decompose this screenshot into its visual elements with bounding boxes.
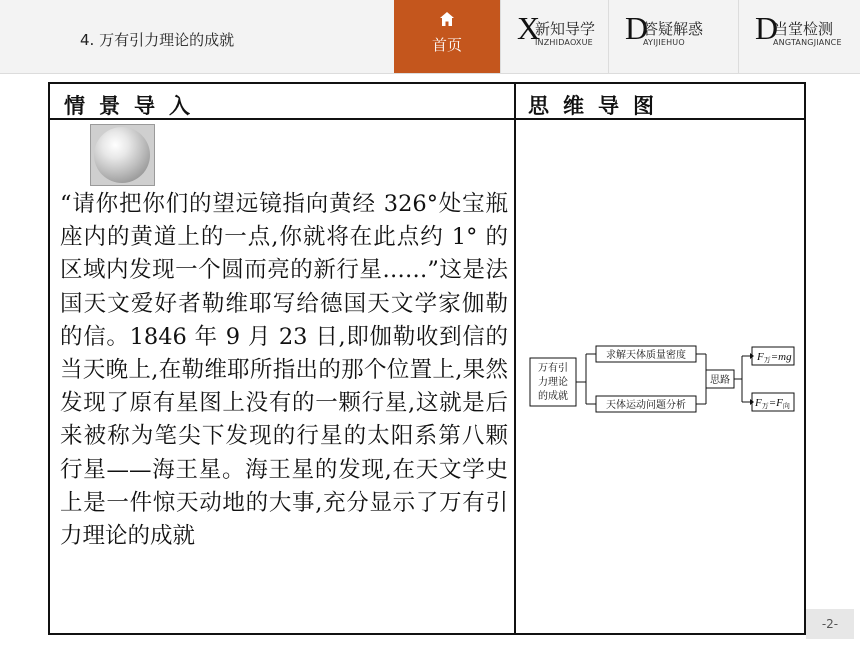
tab-label: 新知导学 xyxy=(535,20,596,38)
formula-eq: =F xyxy=(768,397,783,409)
home-icon xyxy=(440,12,454,26)
tab-dangtang-jiance[interactable] xyxy=(738,0,860,73)
formula-sub: 万 xyxy=(763,356,771,364)
tab-label: 答疑解惑 xyxy=(643,20,704,38)
mindmap-branch-bottom: 天体运动问题分析 xyxy=(606,400,686,411)
top-navigation-bar xyxy=(0,0,860,74)
home-button[interactable] xyxy=(394,0,500,73)
formula-sub: 万 xyxy=(761,402,769,410)
tab-label: 当堂检测 xyxy=(773,20,834,38)
column-divider xyxy=(514,84,516,633)
mindmap-formula-bottom xyxy=(754,397,790,410)
tab-letter: X xyxy=(517,10,541,46)
mindmap-middle: 思路 xyxy=(710,375,730,386)
home-label: 首页 xyxy=(431,36,462,54)
section-header-mindmap: 思维导图 xyxy=(528,93,668,118)
mindmap-root-line3: 的成就 xyxy=(538,391,568,402)
intro-story-text: “请你把你们的望远镜指向黄经 326°处宝瓶座内的黄道上的一点,你就将在此点约 1° 的区域内发现一个圆而亮的新行星……”这是法国天文爱好者勒维耶写给德国天文学家伽勒的信。1846 年 9 月 23 日,即伽勒收到信的当天晚上,在勒维耶所指出的那个位置上,果然发现了原有星图上没有的一颗行星,这就是后来被称为笔尖下发现的行星的太阳系第八颗行星——海王星。海王星的发现,在天文学史上是一件惊天动地的大事,充分显示了万有引力理论的成就 xyxy=(60,191,508,550)
mindmap-branch-top: 求解天体质量密度 xyxy=(606,350,686,361)
tab-pinyin: INZHIDAOXUE xyxy=(535,38,593,47)
content-table xyxy=(48,82,806,635)
section-header-intro: 情景导入 xyxy=(64,93,204,118)
tab-dayi-jiehuo[interactable] xyxy=(608,0,739,73)
mindmap-root-line1: 万有引 xyxy=(538,363,568,374)
formula-f: F xyxy=(755,397,762,409)
mindmap-root-line2: 力理论 xyxy=(538,377,568,388)
tab-pinyin: AYIJIEHUO xyxy=(643,38,685,47)
formula-sub2: 向 xyxy=(782,402,790,410)
tab-pinyin: ANGTANGJIANCE xyxy=(773,38,842,47)
mind-map-diagram xyxy=(528,340,798,420)
formula-f: F xyxy=(757,351,764,363)
lesson-title: 4. 万有引力理论的成就 xyxy=(80,31,235,49)
tab-xinzhi-daoxue[interactable] xyxy=(500,0,619,73)
formula-rest: =mg xyxy=(770,351,792,363)
neptune-image xyxy=(90,124,155,186)
tab-letter: D xyxy=(755,10,779,46)
page-number: -2- xyxy=(806,609,854,639)
mindmap-formula-top xyxy=(756,351,792,364)
planet-sphere xyxy=(94,127,150,183)
tab-letter: D xyxy=(625,10,649,46)
